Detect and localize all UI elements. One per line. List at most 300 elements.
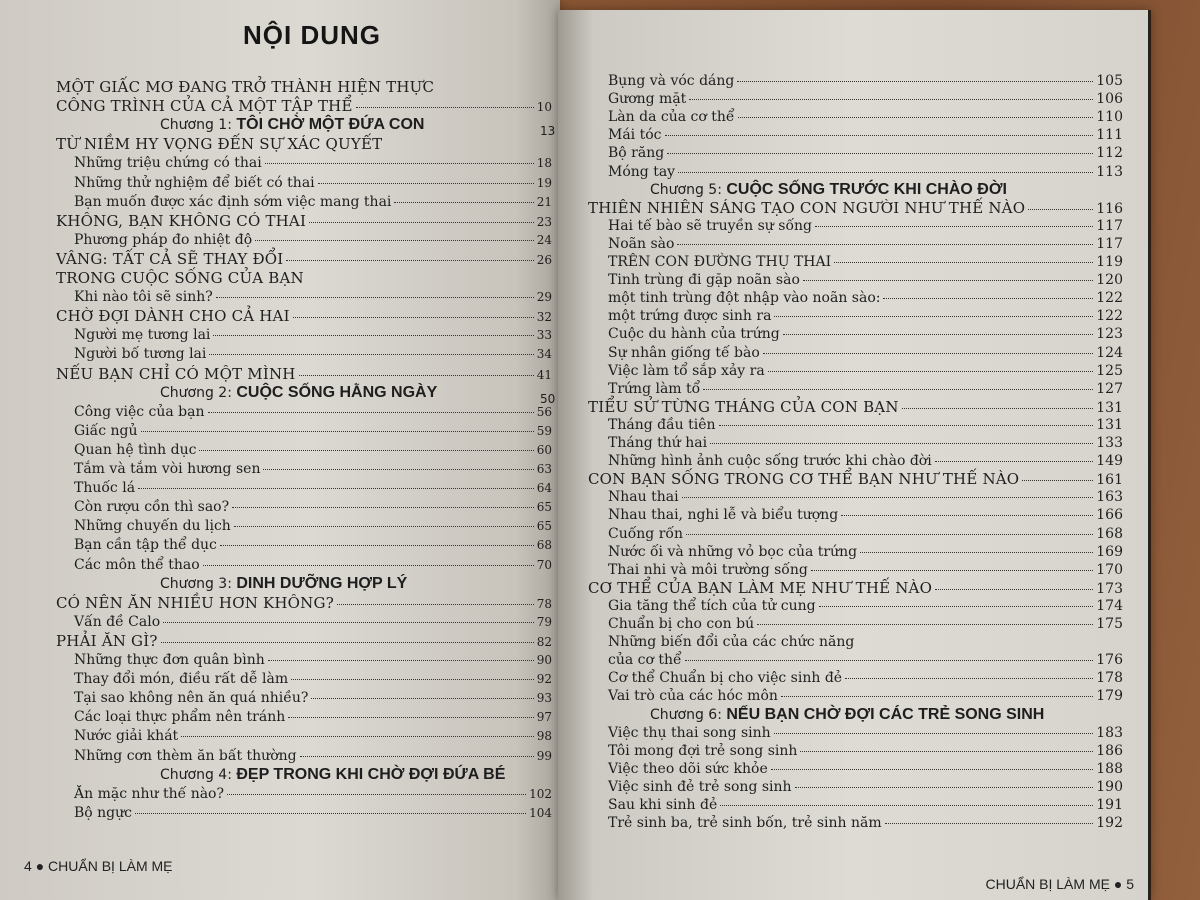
toc-entry-title: Người mẹ tương lai <box>74 327 211 344</box>
toc-entry <box>608 669 1123 687</box>
toc-entry <box>608 362 1123 380</box>
footer-bullet: ● <box>1113 876 1127 892</box>
toc-entry <box>74 174 552 192</box>
toc-entry <box>74 804 552 822</box>
toc-entry-title: Người bố tương lai <box>74 346 207 363</box>
toc-entry-page: 106 <box>1096 91 1123 108</box>
dot-leader <box>263 469 533 470</box>
toc-entry-title: Bạn cần tập thể dục <box>74 537 217 554</box>
toc-entry <box>608 633 1123 651</box>
toc-entry-page: 97 <box>536 710 552 725</box>
toc-entry <box>74 288 552 306</box>
toc-right-list <box>558 10 1148 900</box>
toc-entry <box>608 253 1123 271</box>
toc-entry <box>56 307 552 326</box>
toc-entry-page: 65 <box>536 519 552 534</box>
toc-entry <box>608 814 1123 832</box>
dot-leader <box>774 733 1094 734</box>
chapter-heading <box>650 706 1044 724</box>
dot-leader <box>834 262 1093 263</box>
toc-entry-page: 105 <box>1096 73 1123 89</box>
toc-entry <box>608 344 1123 362</box>
toc-entry <box>56 632 552 651</box>
toc-entry-title: Việc làm tổ sắp xảy ra <box>608 362 765 379</box>
toc-entry-title: Cuộc du hành của trứng <box>608 326 780 343</box>
dot-leader <box>682 497 1094 498</box>
toc-entry-page: 120 <box>1096 272 1123 289</box>
toc-entry-page: 102 <box>529 786 552 801</box>
toc-entry <box>74 708 552 726</box>
toc-entry-page: 18 <box>536 156 552 171</box>
dot-leader <box>757 624 1093 625</box>
toc-entry-title: MỘT GIẤC MƠ ĐANG TRỞ THÀNH HIỆN THỰC <box>56 78 435 96</box>
toc-entry-title: Nước giải khát <box>74 728 179 745</box>
toc-entry-title: Bộ ngực <box>74 804 133 821</box>
dot-leader <box>311 698 533 699</box>
chapter-heading <box>160 384 437 402</box>
right-footer <box>985 876 1134 892</box>
chapter-page-number: 13 <box>540 124 556 139</box>
toc-entry <box>608 416 1123 434</box>
toc-entry-title: THIÊN NHIÊN SÁNG TẠO CON NGƯỜI NHƯ THẾ NÀO <box>588 198 1026 217</box>
toc-entry <box>74 517 552 535</box>
toc-entry <box>74 403 552 421</box>
toc-entry-page: 123 <box>1096 326 1123 343</box>
dot-leader <box>213 335 533 336</box>
chapter-title: DINH DƯỠNG HỢP LÝ <box>236 574 408 592</box>
dot-leader <box>665 135 1094 136</box>
chapter-page-number: 50 <box>540 391 556 406</box>
dot-leader <box>885 823 1094 824</box>
toc-entry-title: Nhau thai, nghi lễ và biểu tượng <box>608 507 839 524</box>
toc-entry-title: Bụng và vóc dáng <box>608 73 735 89</box>
dot-leader <box>337 604 534 605</box>
dot-leader <box>667 153 1093 154</box>
toc-entry-title: Những thực đơn quân bình <box>74 652 265 668</box>
toc-entry-title: Phương pháp đo nhiệt độ <box>74 231 253 248</box>
toc-entry-page: 59 <box>536 423 552 438</box>
toc-entry-title: Giấc ngủ <box>74 422 138 439</box>
dot-leader <box>138 488 534 489</box>
dot-leader <box>181 736 534 737</box>
toc-entry-page: 131 <box>1096 399 1123 416</box>
dot-leader <box>291 679 534 680</box>
toc-entry <box>608 724 1123 742</box>
toc-entry <box>608 126 1123 144</box>
toc-entry <box>74 460 552 478</box>
toc-entry-page: 179 <box>1096 688 1123 705</box>
footer-book-title: CHUẨN BỊ LÀM MẸ <box>48 858 173 874</box>
toc-entry-title: Trẻ sinh ba, trẻ sinh bốn, trẻ sinh năm <box>608 815 882 832</box>
toc-entry <box>74 613 552 631</box>
dot-leader <box>163 622 534 623</box>
chapter-title: CUỘC SỐNG TRƯỚC KHI CHÀO ĐỜI <box>726 180 1007 198</box>
chapter-heading <box>160 116 424 134</box>
toc-entry-title: Móng tay <box>608 163 676 180</box>
toc-entry-page: 117 <box>1096 217 1123 234</box>
dot-leader <box>783 334 1094 335</box>
dot-leader <box>819 606 1094 607</box>
dot-leader <box>678 172 1093 173</box>
toc-entry <box>56 78 552 96</box>
toc-entry <box>56 97 552 116</box>
toc-entry-page: 92 <box>536 672 552 687</box>
toc-entry-page: 173 <box>1096 580 1123 597</box>
toc-entry-title: Gia tăng thể tích của tử cung <box>608 597 816 614</box>
toc-entry-page: 190 <box>1096 778 1123 795</box>
toc-entry-title: Còn rượu cồn thì sao? <box>74 499 230 516</box>
toc-entry-title: CƠ THỂ CỦA BẠN LÀM MẸ NHƯ THẾ NÀO <box>588 578 933 597</box>
toc-entry-page: 131 <box>1096 416 1123 433</box>
chapter-title: CUỘC SỐNG HẰNG NGÀY <box>236 383 438 401</box>
toc-entry-title: một tinh trùng đột nhập vào noãn sào: <box>608 290 881 307</box>
toc-entry-page: 70 <box>536 557 552 572</box>
toc-entry-title: Tại sao không nên ăn quá nhiều? <box>74 690 309 707</box>
toc-entry <box>608 144 1123 162</box>
toc-entry <box>74 479 552 497</box>
toc-entry-title: Những chuyến du lịch <box>74 518 231 535</box>
dot-leader <box>268 660 534 661</box>
chapter-number: Chương 6: <box>650 706 722 723</box>
toc-entry-page: 169 <box>1096 543 1123 560</box>
toc-entry-page: 24 <box>536 232 552 247</box>
toc-entry <box>608 796 1123 814</box>
toc-entry-page: 176 <box>1096 652 1123 669</box>
toc-entry-title: Cơ thể Chuẩn bị cho việc sinh đẻ <box>608 670 843 687</box>
toc-left-list <box>0 0 560 900</box>
toc-entry-page: 122 <box>1096 290 1123 307</box>
toc-entry-title: Bạn muốn được xác định sớm việc mang thai <box>74 193 392 210</box>
toc-entry-page: 174 <box>1096 597 1123 614</box>
toc-entry-title: của cơ thể <box>608 652 682 669</box>
left-footer <box>24 858 173 874</box>
toc-entry-page: 56 <box>536 404 552 419</box>
toc-entry <box>74 670 552 688</box>
dot-leader <box>841 515 1093 516</box>
dot-leader <box>771 769 1094 770</box>
toc-entry-page: 192 <box>1096 815 1123 832</box>
dot-leader <box>135 813 526 814</box>
toc-entry-page: 104 <box>529 805 552 820</box>
toc-entry <box>74 651 552 669</box>
toc-entry <box>588 398 1123 417</box>
toc-entry-title: Thai nhi và môi trường sống <box>608 561 808 578</box>
toc-entry-page: 64 <box>536 481 552 496</box>
toc-entry <box>608 434 1123 452</box>
toc-entry <box>608 325 1123 343</box>
toc-entry-page: 170 <box>1096 561 1123 578</box>
toc-entry <box>608 488 1123 506</box>
dot-leader <box>703 389 1093 390</box>
toc-entry-page: 113 <box>1096 163 1123 180</box>
toc-entry-title: Những hình ảnh cuộc sống trước khi chào đời <box>608 453 932 470</box>
toc-entry <box>608 217 1123 235</box>
dot-leader <box>677 244 1093 245</box>
toc-entry-title: Noãn sào <box>608 235 675 252</box>
dot-leader <box>309 222 534 223</box>
right-page <box>558 10 1151 900</box>
toc-entry-page: 29 <box>536 290 552 305</box>
toc-entry-page: 34 <box>536 347 552 362</box>
toc-entry <box>74 193 552 211</box>
toc-entry <box>608 72 1123 90</box>
toc-entry <box>588 579 1123 598</box>
toc-entry <box>74 326 552 344</box>
toc-entry-page: 98 <box>536 729 552 744</box>
toc-entry-title: Khi nào tôi sẽ sinh? <box>74 289 213 306</box>
dot-leader <box>845 678 1093 679</box>
toc-entry-title: Việc theo dõi sức khỏe <box>608 760 768 777</box>
toc-entry-title: CHỜ ĐỢI DÀNH CHO CẢ HAI <box>56 307 290 326</box>
toc-entry-page: 41 <box>536 367 552 382</box>
dot-leader <box>356 107 534 108</box>
toc-entry-title: Gương mặt <box>608 91 687 108</box>
toc-entry-title: Tháng đầu tiên <box>608 416 716 433</box>
dot-leader <box>227 794 526 795</box>
toc-entry <box>56 365 552 384</box>
toc-entry <box>74 154 552 172</box>
toc-entry <box>608 561 1123 579</box>
dot-leader <box>288 717 533 718</box>
dot-leader <box>686 534 1093 535</box>
toc-entry-page: 122 <box>1096 308 1123 325</box>
toc-entry-page: 93 <box>536 691 552 706</box>
dot-leader <box>265 163 534 164</box>
toc-entry-page: 183 <box>1096 724 1123 741</box>
toc-entry-title: Các loại thực phẩm nên tránh <box>74 709 286 726</box>
toc-entry-title: KHÔNG, BẠN KHÔNG CÓ THAI <box>56 211 307 230</box>
dot-leader <box>902 408 1094 409</box>
toc-entry <box>608 307 1123 325</box>
dot-leader <box>883 298 1093 299</box>
chapter-title: TÔI CHỜ MỘT ĐỨA CON <box>236 116 425 134</box>
toc-entry-title: Bộ răng <box>608 145 665 162</box>
toc-entry-title: Trứng làm tổ <box>608 380 701 397</box>
dot-leader <box>935 461 1094 462</box>
toc-entry-page: 90 <box>536 653 552 667</box>
toc-entry-title: Những biến đổi của các chức năng <box>608 634 855 651</box>
footer-book-title: CHUẨN BỊ LÀM MẸ <box>985 876 1110 892</box>
toc-entry <box>608 506 1123 524</box>
toc-entry-page: 186 <box>1096 742 1123 759</box>
toc-entry-page: 116 <box>1096 200 1123 217</box>
toc-entry-page: 78 <box>536 596 552 611</box>
toc-entry <box>608 742 1123 760</box>
toc-entry <box>56 135 552 153</box>
dot-leader <box>781 696 1093 697</box>
toc-entry <box>608 90 1123 108</box>
chapter-heading <box>160 766 505 784</box>
toc-entry-page: 79 <box>536 614 552 629</box>
dot-leader <box>286 260 533 261</box>
toc-entry <box>74 422 552 440</box>
toc-entry-title: Tôi mong đợi trẻ song sinh <box>608 742 798 759</box>
dot-leader <box>689 99 1093 100</box>
toc-entry <box>608 163 1123 181</box>
toc-entry-title: Sự nhân giống tế bào <box>608 344 760 361</box>
dot-leader <box>299 375 534 376</box>
toc-entry-page: 32 <box>536 310 552 325</box>
toc-entry-page: 26 <box>536 252 552 267</box>
toc-entry-title: Công việc của bạn <box>74 403 205 420</box>
chapter-number: Chương 5: <box>650 181 722 198</box>
dot-leader <box>203 565 534 566</box>
chapter-heading <box>160 575 407 593</box>
toc-entry-title: TRÊN CON ĐƯỜNG THỤ THAI <box>608 254 832 270</box>
dot-leader <box>774 316 1093 317</box>
toc-entry-page: 10 <box>536 100 552 115</box>
toc-entry-title: Những thử nghiệm để biết có thai <box>74 174 315 191</box>
toc-entry <box>608 235 1123 253</box>
toc-entry-title: NẾU BẠN CHỈ CÓ MỘT MÌNH <box>56 364 296 383</box>
toc-entry-page: 111 <box>1096 127 1123 144</box>
toc-entry-page: 112 <box>1096 145 1123 162</box>
toc-entry-page: 124 <box>1096 344 1123 361</box>
toc-entry-title: PHẢI ĂN GÌ? <box>56 631 158 650</box>
toc-entry-title: Thay đổi món, điều rất dễ làm <box>74 671 289 688</box>
toc-entry <box>588 470 1123 489</box>
dot-leader <box>209 354 533 355</box>
toc-entry <box>608 525 1123 543</box>
toc-entry-title: Việc thụ thai song sinh <box>608 724 771 741</box>
dot-leader <box>293 317 534 318</box>
dot-leader <box>768 371 1094 372</box>
toc-entry <box>74 689 552 707</box>
dot-leader <box>234 526 534 527</box>
toc-entry <box>74 556 552 574</box>
toc-entry <box>608 651 1123 669</box>
footer-page-number: 5 <box>1126 876 1134 892</box>
chapter-number: Chương 1: <box>160 117 232 134</box>
dot-leader <box>685 660 1094 661</box>
toc-entry-title: Cuống rốn <box>608 525 683 542</box>
toc-entry <box>56 594 552 613</box>
toc-entry-page: 178 <box>1096 670 1123 687</box>
dot-leader <box>803 280 1093 281</box>
toc-entry <box>74 345 552 363</box>
toc-entry-title: Sau khi sinh đẻ <box>608 797 718 813</box>
dot-leader <box>1028 209 1093 210</box>
toc-entry-page: 19 <box>536 175 552 190</box>
chapter-number: Chương 3: <box>160 575 232 592</box>
dot-leader <box>860 552 1093 553</box>
toc-entry <box>74 536 552 554</box>
chapter-number: Chương 2: <box>160 384 232 401</box>
left-page <box>0 0 560 900</box>
dot-leader <box>208 412 534 413</box>
toc-entry <box>56 250 552 269</box>
toc-entry <box>608 380 1123 398</box>
toc-entry-page: 117 <box>1096 235 1123 252</box>
toc-entry-page: 23 <box>536 214 552 229</box>
toc-entry-title: Việc sinh đẻ trẻ song sinh <box>608 778 792 795</box>
toc-entry-title: Tắm và tắm vòi hương sen <box>74 461 261 477</box>
toc-entry-title: Thuốc lá <box>74 480 136 497</box>
toc-entry-title: Chuẩn bị cho con bú <box>608 616 755 632</box>
chapter-title: NẾU BẠN CHỜ ĐỢI CÁC TRẺ SONG SINH <box>726 705 1045 723</box>
toc-entry <box>74 747 552 765</box>
toc-entry-title: TIỂU SỬ TỪNG THÁNG CỦA CON BẠN <box>588 397 899 416</box>
dot-leader <box>318 183 534 184</box>
toc-entry-title: Vai trò của các hóc môn <box>608 688 778 705</box>
toc-entry-page: 191 <box>1096 797 1123 813</box>
dot-leader <box>811 570 1093 571</box>
dot-leader <box>795 787 1094 788</box>
toc-entry-title: Hai tế bào sẽ truyền sự sống <box>608 217 812 234</box>
toc-entry-page: 60 <box>536 442 552 457</box>
toc-entry <box>74 498 552 516</box>
dot-leader <box>255 240 534 241</box>
dot-leader <box>220 545 534 546</box>
toc-entry-title: CON BẠN SỐNG TRONG CƠ THỂ BẠN NHƯ THẾ NÀO <box>588 470 1020 489</box>
toc-entry-page: 188 <box>1096 760 1123 777</box>
dot-leader <box>719 425 1094 426</box>
toc-entry-page: 168 <box>1096 525 1123 542</box>
dot-leader <box>738 117 1094 118</box>
toc-entry <box>74 727 552 745</box>
toc-entry-title: Ăn mặc như thế nào? <box>74 785 224 802</box>
toc-entry <box>74 441 552 459</box>
dot-leader <box>720 805 1093 806</box>
dot-leader <box>394 202 533 203</box>
toc-entry-title: TRONG CUỘC SỐNG CỦA BẠN <box>56 269 304 287</box>
toc-entry <box>56 269 552 287</box>
toc-entry-title: Nhau thai <box>608 489 679 506</box>
toc-entry <box>608 760 1123 778</box>
toc-entry-page: 110 <box>1096 109 1123 126</box>
toc-entry-title: Tinh trùng đi gặp noãn sào <box>608 272 800 289</box>
toc-entry-page: 82 <box>536 634 552 649</box>
toc-entry <box>74 231 552 249</box>
toc-entry-title: Nước ối và những vỏ bọc của trứng <box>608 543 858 560</box>
toc-entry-page: 68 <box>536 538 552 553</box>
dot-leader <box>232 507 534 508</box>
toc-entry-title: CÔNG TRÌNH CỦA CẢ MỘT TẬP THỂ <box>56 97 353 116</box>
toc-entry <box>608 289 1123 307</box>
toc-entry-page: 65 <box>536 500 552 515</box>
footer-bullet: ● <box>35 858 49 874</box>
toc-entry <box>74 785 552 803</box>
toc-entry <box>56 212 552 231</box>
toc-entry-title: VÂNG: TẤT CẢ SẼ THAY ĐỔI <box>56 249 284 268</box>
toc-entry <box>608 271 1123 289</box>
toc-entry <box>608 108 1123 126</box>
toc-entry-page: 133 <box>1096 435 1123 451</box>
dot-leader <box>199 450 533 451</box>
toc-entry-title: một trứng được sinh ra <box>608 308 772 325</box>
dot-leader <box>1022 480 1093 481</box>
chapter-title: ĐẸP TRONG KHI CHỜ ĐỢI ĐỨA BÉ <box>236 765 506 783</box>
dot-leader <box>935 589 1093 590</box>
toc-entry-title: CÓ NÊN ĂN NHIỀU HƠN KHÔNG? <box>56 593 334 612</box>
toc-entry-title: Những triệu chứng có thai <box>74 155 262 172</box>
dot-leader <box>763 353 1094 354</box>
toc-entry <box>608 452 1123 470</box>
toc-entry-page: 161 <box>1096 472 1123 489</box>
footer-page-number: 4 <box>24 858 32 874</box>
toc-entry-title: Mái tóc <box>608 127 662 144</box>
chapter-number: Chương 4: <box>160 766 232 783</box>
toc-entry-title: Làn da của cơ thể <box>608 109 735 126</box>
dot-leader <box>710 443 1093 444</box>
toc-entry-title: Các môn thể thao <box>74 556 200 573</box>
dot-leader <box>161 642 534 643</box>
toc-entry-title: Vấn đề Calo <box>74 613 161 630</box>
dot-leader <box>800 751 1093 752</box>
toc-entry-page: 149 <box>1096 453 1123 470</box>
toc-entry-page: 21 <box>536 194 552 209</box>
toc-entry <box>588 199 1123 218</box>
